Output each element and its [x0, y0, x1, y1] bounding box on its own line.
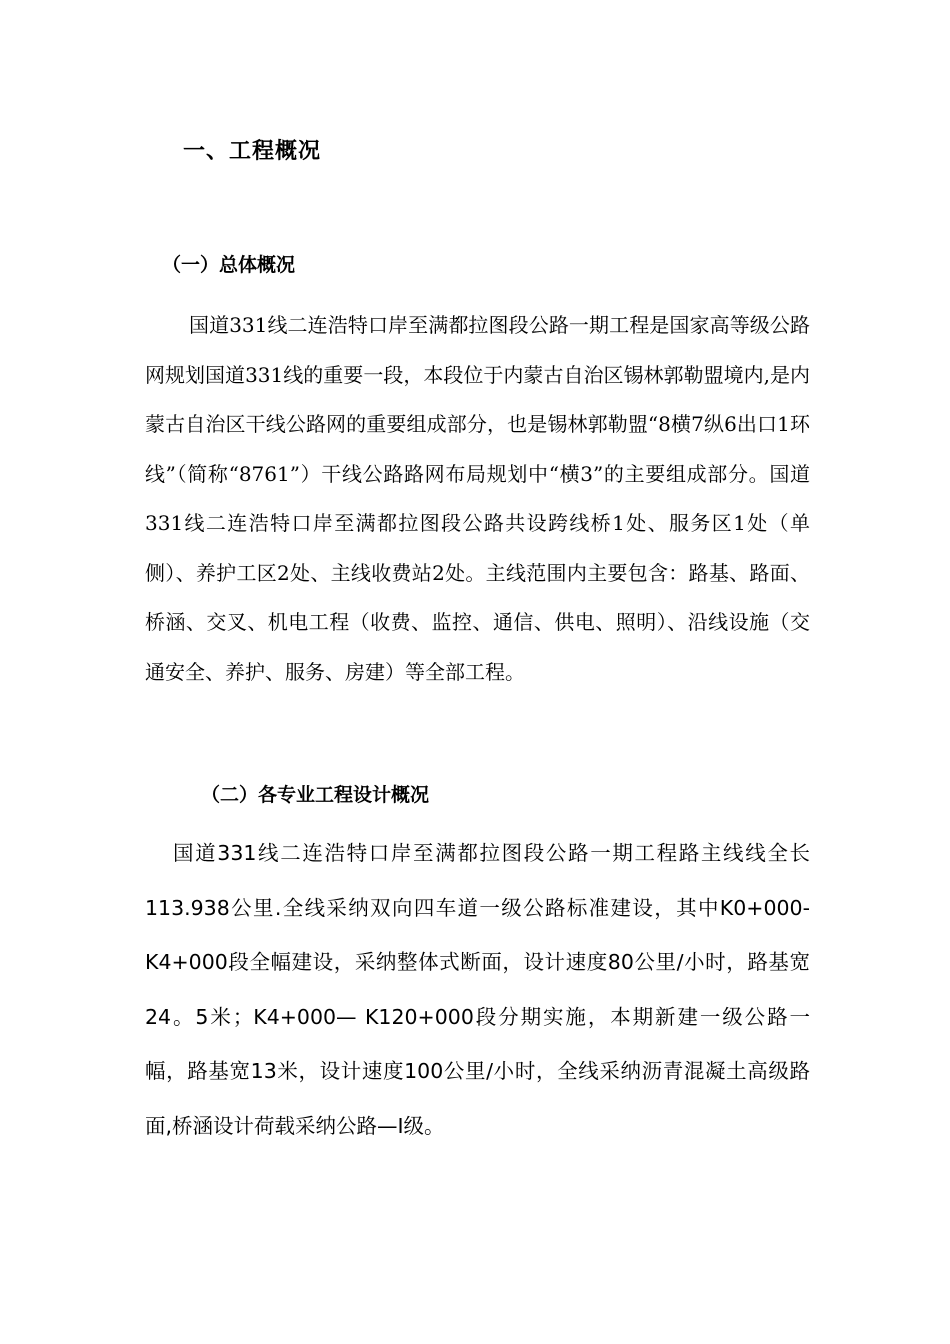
subsection-heading-design: （二）各专业工程设计概况: [201, 784, 430, 806]
design-paragraph: 国道331线二连浩特口岸至满都拉图段公路一期工程路主线线全长113.938公里.全线采纳双向四车道一级公路标准建设，其中K0+000-K4+000段全幅建设，采纳整体式断面，设计速度80公里/小时，路基宽24。5米；K4+000— K120+000段分期实施，本期新建一级公路一幅，路基宽13米，设计速度100公里/小时，全线采纳沥青混凝土高级路面,桥涵设计荷载采纳公路—I级。: [145, 841, 810, 1138]
section-heading-main: 一、工程概况: [183, 139, 322, 164]
subsection-heading-overall: （一）总体概况: [162, 254, 296, 276]
overall-paragraph: 国道331线二连浩特口岸至满都拉图段公路一期工程是国家高等级公路网规划国道331线的重要一段，本段位于内蒙古自治区锡林郭勒盟境内,是内蒙古自治区干线公路网的重要组成部分，也是锡林郭勒盟“8横7纵6出口1环线”（简称“8761”）干线公路路网布局规划中“横3”的主要组成部分。国道331线二连浩特口岸至满都拉图段公路共设跨线桥1处、服务区1处（单侧）、养护工区2处、主线收费站2处。主线范围内主要包含：路基、路面、桥涵、交叉、机电工程（收费、监控、通信、供电、照明）、沿线设施（交通安全、养护、服务、房建）等全部工程。: [145, 313, 810, 684]
